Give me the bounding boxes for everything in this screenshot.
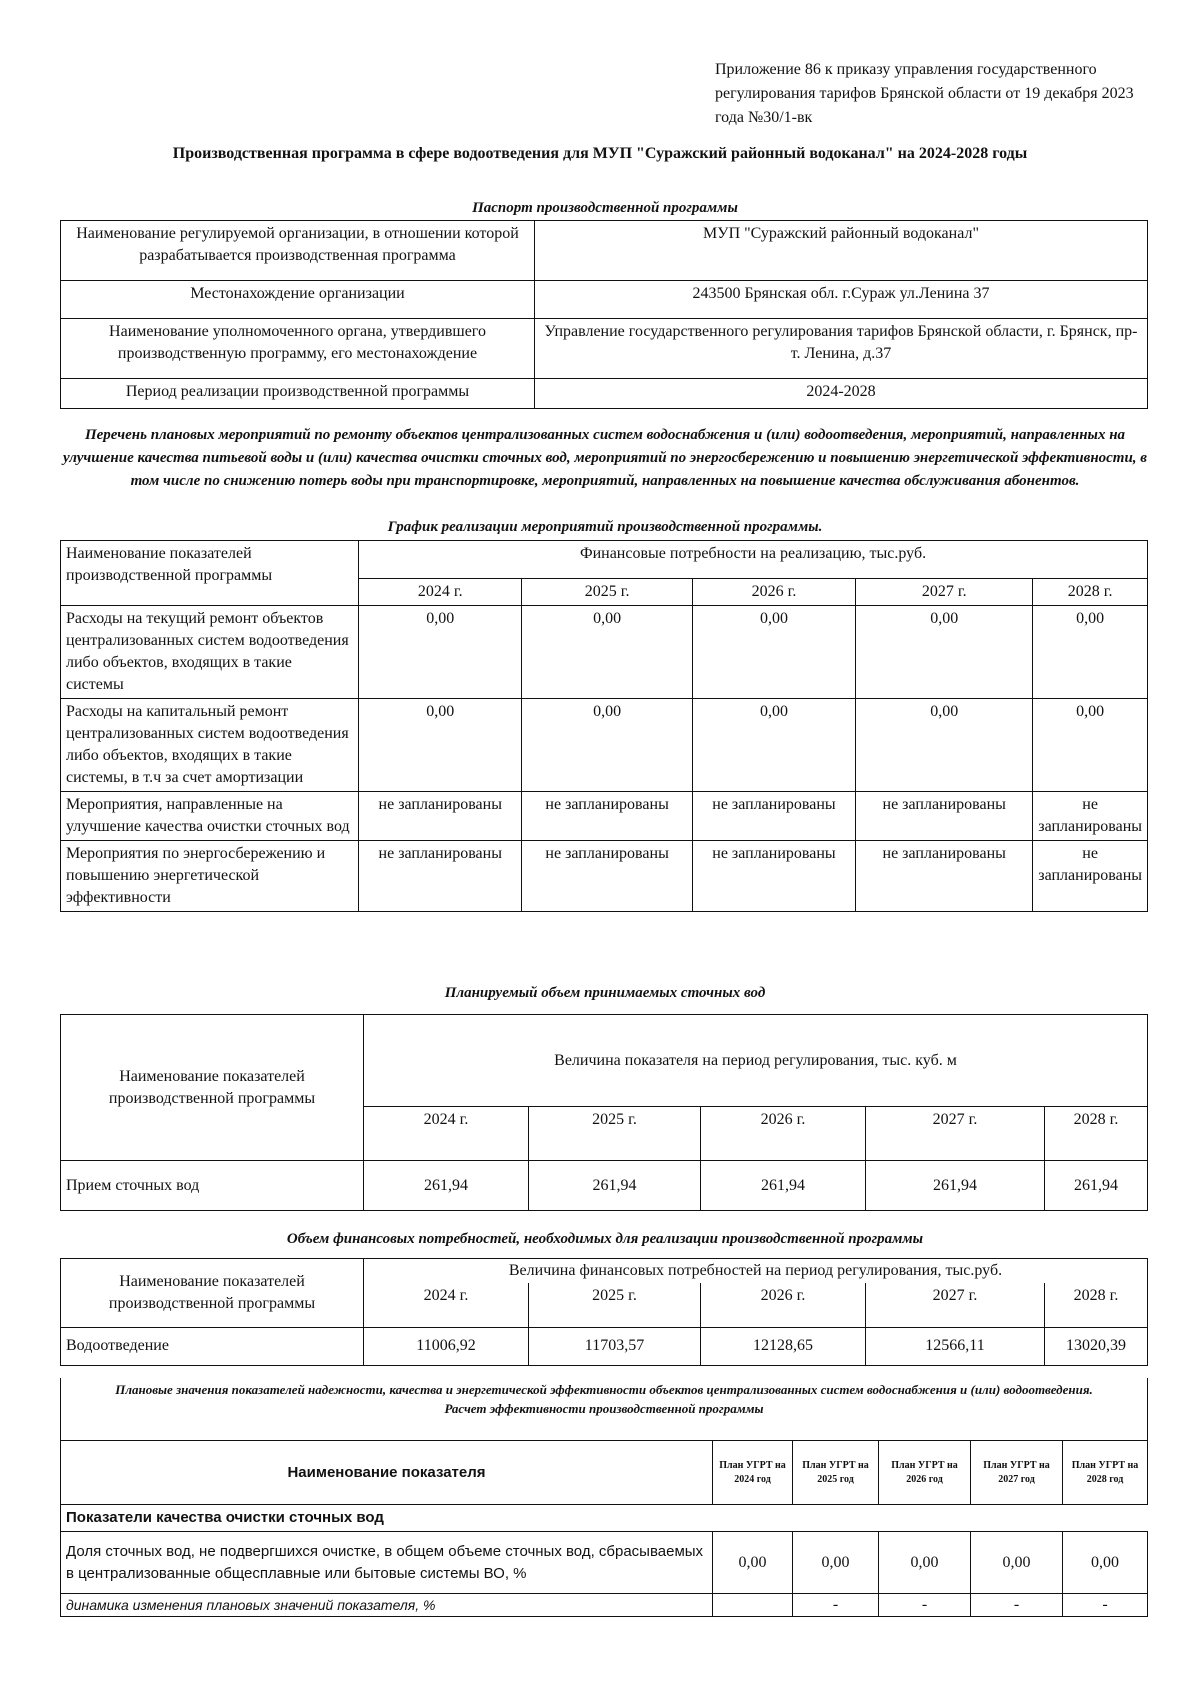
dynamics-value: - [971,1594,1063,1617]
measure-value: не запланированы [856,841,1033,912]
volume-table [60,1014,1148,1211]
measure-value: не запланированы [522,792,692,841]
efficiency-value: 0,00 [713,1532,793,1594]
year-header: 2026 г. [692,579,855,606]
finance-value: 12566,11 [866,1327,1045,1365]
passport-label: Местонахождение организации [61,281,535,319]
measure-value: 0,00 [692,606,855,699]
measure-value: 0,00 [692,699,855,792]
plan-header: План УГРТ на 2024 год [713,1441,793,1505]
efficiency-value: 0,00 [879,1532,971,1594]
year-header: 2025 г. [522,579,692,606]
plan-header: План УГРТ на 2028 год [1063,1441,1148,1505]
volume-value: 261,94 [866,1161,1045,1211]
year-header: 2028 г. [1033,579,1148,606]
measure-value: 0,00 [1033,699,1148,792]
year-header: 2028 г. [1045,1283,1148,1327]
efficiency-heading: Плановые значения показателей надежности, качества и энергетической эффективности объектов централизованных систем водоснабжения и (или) водоотведения. [115,1382,1093,1397]
efficiency-value: 0,00 [1063,1532,1148,1594]
efficiency-value: 0,00 [793,1532,879,1594]
measures-table [60,540,1148,912]
finance-row-label: Водоотведение [61,1327,364,1365]
measure-value: не запланированы [1033,841,1148,912]
plan-header: План УГРТ на 2025 год [793,1441,879,1505]
passport-table [60,220,1148,409]
measure-value: не запланированы [856,792,1033,841]
measure-value: 0,00 [1033,606,1148,699]
year-header: 2027 г. [856,579,1033,606]
volume-row-label: Прием сточных вод [61,1161,364,1211]
efficiency-col-label: Наименование показателя [61,1441,713,1505]
measure-value: 0,00 [359,606,522,699]
measure-value: 0,00 [522,606,692,699]
year-header: 2024 г. [364,1107,529,1161]
measure-value: не запланированы [522,841,692,912]
year-header: 2028 г. [1045,1107,1148,1161]
measure-label: Расходы на капитальный ремонт централизованных систем водоотведения либо объектов, входящих в такие системы, в т.ч за счет амортизации [61,699,359,792]
measure-value: 0,00 [856,699,1033,792]
passport-value: 243500 Брянская обл. г.Сураж ул.Ленина 37 [535,281,1148,319]
volume-value: 261,94 [364,1161,529,1211]
finance-heading: Объем финансовых потребностей, необходимых для реализации производственной программы [286,1231,924,1247]
measure-label: Расходы на текущий ремонт объектов централизованных систем водоотведения либо объектов, входящих в такие системы [61,606,359,699]
measure-label: Мероприятия, направленные на улучшение качества очистки сточных вод [61,792,359,841]
measures-subheading: График реализации мероприятий производственной программы. [387,519,823,535]
year-header: 2025 г. [529,1107,701,1161]
year-header: 2027 г. [866,1107,1045,1161]
measure-value: 0,00 [359,699,522,792]
measure-value: 0,00 [856,606,1033,699]
volume-value: 261,94 [529,1161,701,1211]
passport-heading: Паспорт производственной программы [472,200,738,216]
efficiency-heading-box [60,1378,1148,1440]
year-header: 2024 г. [359,579,522,606]
volume-heading: Планируемый объем принимаемых сточных вод [444,985,766,1001]
finance-value: 13020,39 [1045,1327,1148,1365]
dynamics-label: динамика изменения плановых значений показателя, % [61,1594,713,1617]
passport-value: МУП "Суражский районный водоканал" [535,221,1148,281]
dynamics-value [713,1594,793,1617]
efficiency-value: 0,00 [971,1532,1063,1594]
dynamics-value: - [793,1594,879,1617]
finance-value: 12128,65 [701,1327,866,1365]
measure-value: не запланированы [1033,792,1148,841]
year-header: 2024 г. [364,1283,529,1327]
plan-header: План УГРТ на 2027 год [971,1441,1063,1505]
measure-label: Мероприятия по энергосбережению и повышению энергетической эффективности [61,841,359,912]
measures-col-group: Финансовые потребности на реализацию, тыс.руб. [359,541,1148,579]
finance-col-label: Наименование показателей производственной программы [61,1259,364,1328]
plan-header: План УГРТ на 2026 год [879,1441,971,1505]
measure-value: не запланированы [692,841,855,912]
efficiency-table [60,1440,1148,1617]
measures-heading: Перечень плановых мероприятий по ремонту объектов централизованных систем водоснабжения и (или) водоотведения, мероприятий, направленных на улучшение качества питьевой воды и (или) качества очистки сточных вод, мероприятий по энергосбережению и повышению энергетической эффективности, в том числе по снижению потерь воды при транспортировке, мероприятий, направленных на повышение качества обслуживания абонентов. [62,427,1148,489]
passport-label: Период реализации производственной программы [61,379,535,409]
passport-label: Наименование регулируемой организации, в отношении которой разрабатывается производственная программа [61,221,535,281]
measure-value: не запланированы [692,792,855,841]
year-header: 2027 г. [866,1283,1045,1327]
passport-value: Управление государственного регулирования тарифов Брянской области, г. Брянск, пр-т. Ленина, д.37 [535,319,1148,379]
volume-col-group: Величина показателя на период регулирования, тыс. куб. м [364,1015,1148,1107]
finance-col-group: Величина финансовых потребностей на период регулирования, тыс.руб. [364,1259,1148,1284]
year-header: 2026 г. [701,1283,866,1327]
efficiency-subheading: Расчет эффективности производственной программы [444,1401,764,1416]
passport-label: Наименование уполномоченного органа, утвердившего производственную программу, его местонахождение [61,319,535,379]
finance-value: 11703,57 [529,1327,701,1365]
year-header: 2025 г. [529,1283,701,1327]
dynamics-value: - [1063,1594,1148,1617]
measure-value: 0,00 [522,699,692,792]
efficiency-section: Показатели качества очистки сточных вод [61,1505,1148,1532]
efficiency-row-label: Доля сточных вод, не подвергшихся очистке, в общем объеме сточных вод, сбрасываемых в централизованные общесплавные или бытовые системы ВО, % [61,1532,713,1594]
page-title: Производственная программа в сфере водоотведения для МУП "Суражский районный водоканал" на 2024-2028 годы [172,145,1028,162]
dynamics-value: - [879,1594,971,1617]
measures-col-label: Наименование показателей производственной программы [61,541,359,606]
finance-table [60,1258,1148,1366]
measure-value: не запланированы [359,841,522,912]
volume-value: 261,94 [701,1161,866,1211]
volume-value: 261,94 [1045,1161,1148,1211]
volume-col-label: Наименование показателей производственной программы [61,1015,364,1161]
year-header: 2026 г. [701,1107,866,1161]
passport-value: 2024-2028 [535,379,1148,409]
appendix-note: Приложение 86 к приказу управления государственного регулирования тарифов Брянской области от 19 декабря 2023 года №30/1-вк [715,61,1134,126]
measure-value: не запланированы [359,792,522,841]
finance-value: 11006,92 [364,1327,529,1365]
